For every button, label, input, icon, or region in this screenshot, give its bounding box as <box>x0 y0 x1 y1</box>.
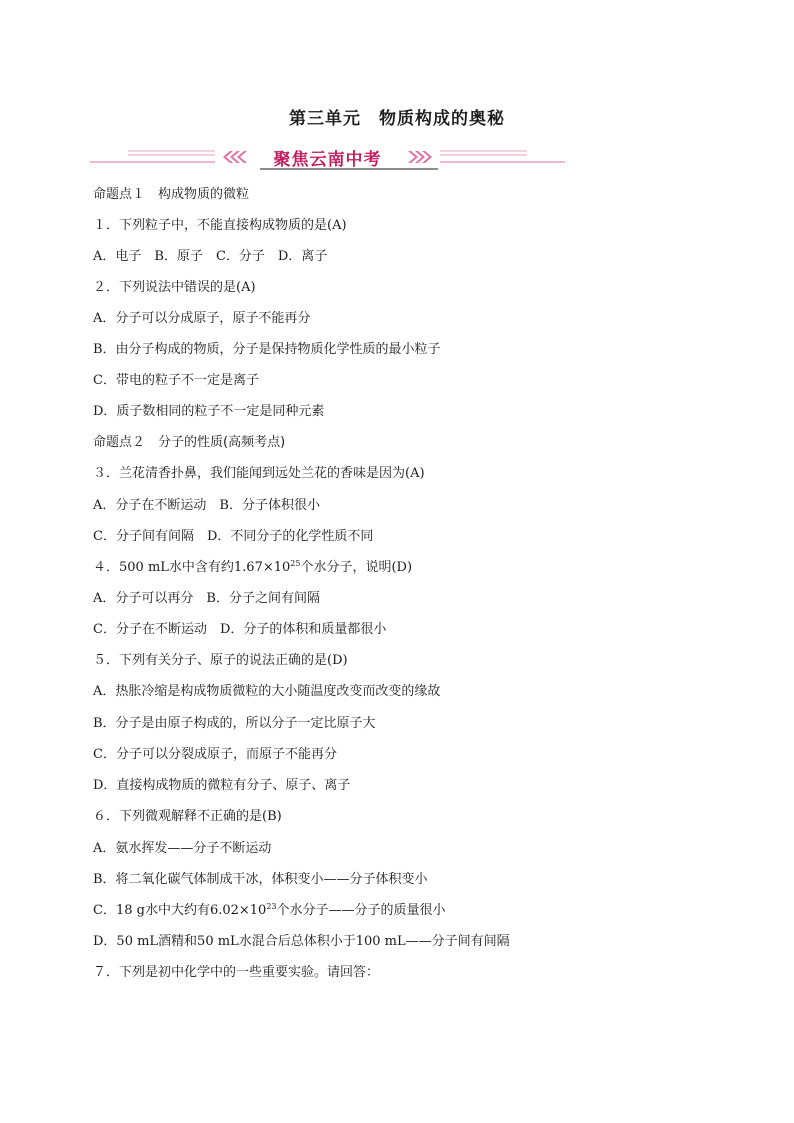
question-2-option-a: A．分子可以分成原子，原子不能再分 <box>93 311 311 326</box>
question-5-option-b: B．分子是由原子构成的，所以分子一定比原子大 <box>93 716 376 731</box>
question-2-option-c: C．带电的粒子不一定是离子 <box>93 373 259 388</box>
question-2-option-b: B．由分子构成的物质，分子是保持物质化学性质的最小粒子 <box>93 342 441 357</box>
question-2-stem: ２．下列说法中错误的是(A) <box>93 280 256 295</box>
question-6-option-a: A．氨水挥发——分子不断运动 <box>93 841 272 856</box>
question-5-option-a: A．热胀冷缩是构成物质微粒的大小随温度改变而改变的缘故 <box>93 684 441 699</box>
section-banner <box>90 142 565 172</box>
question-5-option-c: C．分子可以分裂成原子，而原子不能再分 <box>93 747 337 762</box>
question-6-option-c-tail: 个水分子——分子的质量很小 <box>276 903 446 918</box>
question-6-option-c-text: C．18 g水中大约有6.02×10 <box>93 903 267 918</box>
question-4-stem-text: ４．500 mL水中含有约1.67×10 <box>93 560 291 575</box>
question-5-option-d: D．直接构成物质的微粒有分子、原子、离子 <box>93 778 351 793</box>
page-title: 第三单元 物质构成的奥秘 <box>289 109 505 129</box>
question-5-stem: ５．下列有关分子、原子的说法正确的是(D) <box>93 653 348 668</box>
question-1-options: A．电子 B．原子 C．分子 D．离子 <box>93 249 328 264</box>
question-4-exponent: 25 <box>290 559 301 568</box>
question-4-options-cd: C．分子在不断运动 D．分子的体积和质量都很小 <box>93 622 387 637</box>
question-6-option-d: D．50 mL酒精和50 mL水混合后总体积小于100 mL——分子间有间隔 <box>93 934 510 949</box>
question-3-stem: ３．兰花清香扑鼻，我们能闻到远处兰花的香味是因为(A) <box>93 466 425 481</box>
question-6-option-c <box>93 903 446 919</box>
question-4-stem-tail: 个水分子，说明(D) <box>300 560 413 575</box>
question-1-stem: １．下列粒子中，不能直接构成物质的是(A) <box>93 218 347 233</box>
question-3-options-ab: A．分子在不断运动 B．分子体积很小 <box>93 498 320 513</box>
question-6-exponent: 23 <box>266 902 277 911</box>
question-6-stem: ６．下列微观解释不正确的是(B) <box>93 809 282 824</box>
question-2-option-d: D．质子数相同的粒子不一定是同种元素 <box>93 404 325 419</box>
section-heading: 命题点２ 分子的性质(高频考点) <box>93 435 286 450</box>
question-3-options-cd: C．分子间有间隔 D．不同分子的化学性质不同 <box>93 529 374 544</box>
question-6-option-b: B．将二氧化碳气体制成干冰，体积变小——分子体积变小 <box>93 872 428 887</box>
banner-title: 聚焦云南中考 <box>273 150 382 170</box>
question-7-stem: ７．下列是初中化学中的一些重要实验。请回答： <box>93 965 380 980</box>
question-4-options-ab: A．分子可以再分 B．分子之间有间隔 <box>93 591 320 606</box>
section-heading: 命题点１ 构成物质的微粒 <box>93 187 250 202</box>
question-4-stem <box>93 560 412 576</box>
